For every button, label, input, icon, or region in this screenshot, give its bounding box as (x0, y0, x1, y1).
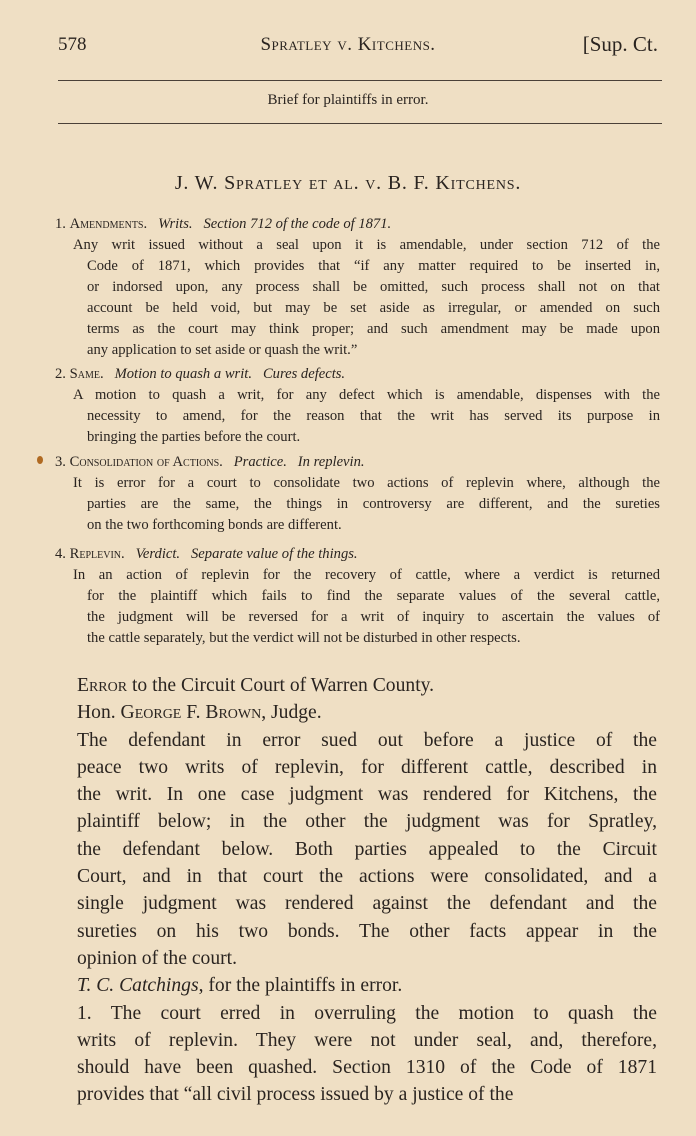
headnote-line: bringing the parties before the court. (87, 429, 301, 445)
headnote-line: the judgment will be reversed for a writ of inquiry to ascertain the values of (87, 609, 660, 625)
headnote-line: the cattle separately, but the verdict will not be disturbed in other respects. (87, 630, 521, 646)
opinion-body (77, 672, 657, 1109)
body-line: the writ. In one case judgment was rendered for Kitchens, the (77, 784, 657, 806)
brief-label: Brief for plaintiffs in error. (267, 92, 429, 108)
running-title: Spratley v. Kitchens. (260, 34, 436, 55)
headnote-line: account be held void, but may be set aside as irregular, or amended on such (87, 300, 660, 316)
headnote-line: any application to set aside or quash the writ.” (87, 342, 358, 358)
body-line: opinion of the court. (77, 947, 237, 969)
page-number: 578 (58, 34, 87, 55)
body-line: T. C. Catchings, for the plaintiffs in error. (77, 975, 403, 997)
headnote-line: for the plaintiff which fails to find the separate values of the several cattle, (87, 588, 660, 604)
headnote-number: 4. (55, 546, 66, 562)
body-line: 1. The court erred in overruling the motion to quash the (77, 1002, 657, 1024)
headnote-topic: Consolidation of Actions. (69, 454, 223, 470)
headnote-heading (55, 214, 660, 235)
header-rule-bottom (58, 123, 662, 124)
body-line: the defendant below. Both parties appealed to the Circuit (77, 838, 657, 860)
body-line: single judgment was rendered against the defendant and the (77, 893, 657, 915)
headnote-heading (55, 364, 660, 385)
headnote-subtopics: Practice. In replevin. (233, 454, 365, 470)
body-line: Error to the Circuit Court of Warren County. (77, 675, 435, 696)
ink-spot (37, 456, 43, 464)
headnote-topic: Replevin. (69, 546, 125, 562)
headnote-line: parties are the same, the things in controversy are different, and the sureties (87, 496, 660, 512)
headnote (55, 214, 660, 361)
headnote-subtopics: Motion to quash a writ. Cures defects. (114, 366, 346, 382)
headnote (55, 364, 660, 448)
headnote-line: Any writ issued without a seal upon it is amendable, under section 712 of the (73, 237, 660, 253)
headnote-line: In an action of replevin for the recovery of cattle, where a verdict is returned (73, 567, 660, 583)
body-line: Court, and in that court the actions were consolidated, and a (77, 866, 657, 888)
case-caption: J. W. Spratley et al. v. B. F. Kitchens. (174, 172, 522, 194)
headnote-subtopics: Verdict. Separate value of the things. (135, 546, 358, 562)
headnote-line: terms as the court may think proper; and such amendment may be made upon (87, 321, 660, 337)
headnote-number: 3. (55, 454, 66, 470)
header-rule-top (58, 80, 662, 81)
body-line: plaintiff below; in the other the judgment was for Spratley, (77, 811, 657, 833)
headnote-line: It is error for a court to consolidate two actions of replevin where, although the (73, 475, 660, 491)
body-line: writs of replevin. They were not under seal, and, therefore, (77, 1029, 657, 1051)
body-line: The defendant in error sued out before a justice of the (77, 729, 657, 751)
court-abbreviation: [Sup. Ct. (582, 32, 658, 56)
headnote (55, 544, 660, 649)
body-line: Hon. George F. Brown, Judge. (77, 702, 322, 724)
headnote-line: or indorsed upon, any process shall be omitted, such process shall not on that (87, 279, 660, 295)
headnote-heading (55, 544, 660, 565)
headnote-topic: Same. (69, 366, 104, 382)
headnote-line: A motion to quash a writ, for any defect which is amendable, dispenses with the (73, 387, 660, 403)
headnote-line: on the two forthcoming bonds are different. (87, 517, 342, 533)
headnote (55, 452, 660, 536)
body-line: should have been quashed. Section 1310 of the Code of 1871 (77, 1057, 657, 1079)
headnote-line: Code of 1871, which provides that “if any matter required to be inserted in, (87, 258, 660, 274)
body-line: sureties on his two bonds. The other facts appear in the (77, 920, 657, 942)
headnote-number: 2. (55, 366, 66, 382)
headnote-line: necessity to amend, for the reason that the writ has served its purpose in (87, 408, 660, 424)
headnote-topic: Amendments. (69, 216, 148, 232)
body-line: peace two writs of replevin, for different cattle, described in (77, 756, 657, 778)
headnote-number: 1. (55, 216, 66, 232)
body-line: provides that “all civil process issued by a justice of the (77, 1084, 514, 1106)
headnote-heading (55, 452, 660, 473)
headnote-subtopics: Writs. Section 712 of the code of 1871. (158, 216, 392, 232)
